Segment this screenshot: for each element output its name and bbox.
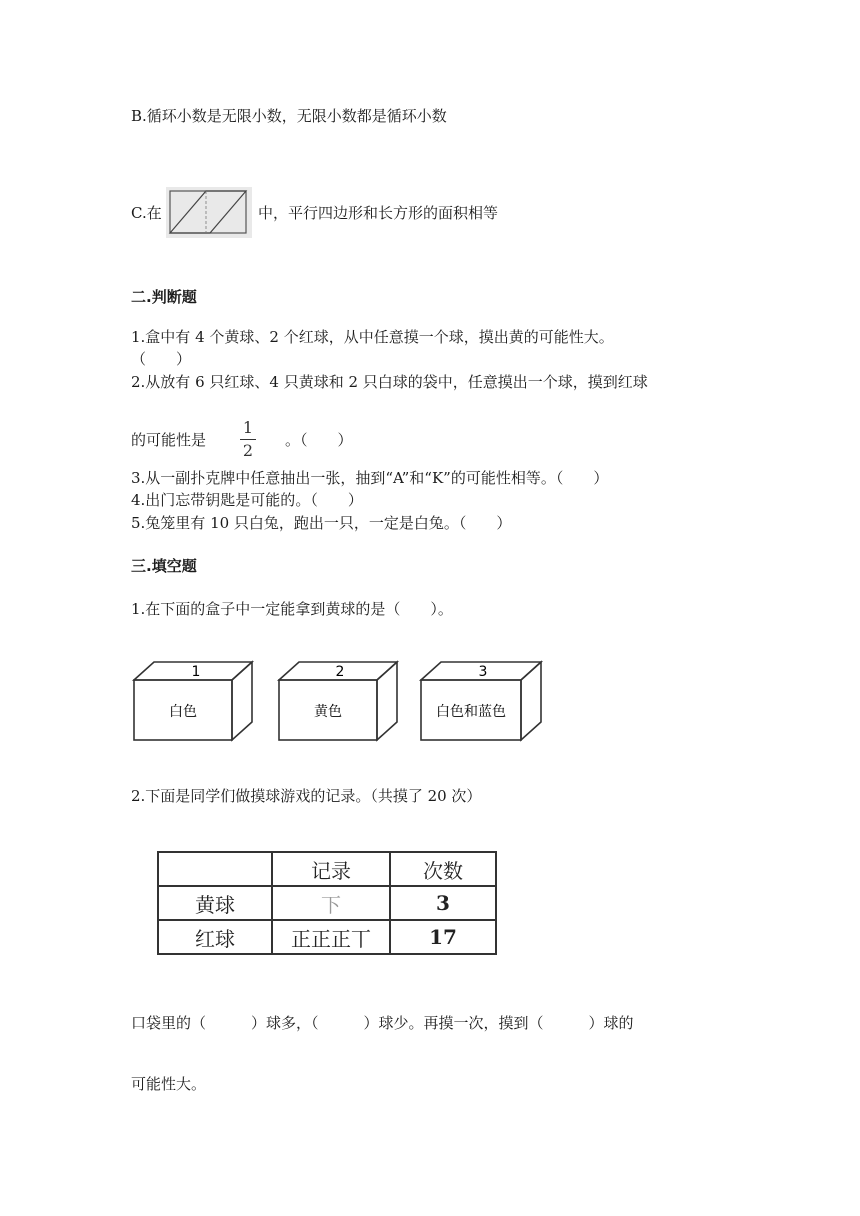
table-row (158, 920, 496, 954)
section-title-judge: 二.判断题 (131, 288, 197, 306)
fraction-numerator: 1 (242, 418, 254, 437)
parallelogram-rectangle-figure (166, 187, 252, 238)
table-cell-record: 正正正丅 (272, 920, 390, 954)
section-title-fill: 三.填空题 (131, 557, 197, 575)
judge-question-2-prefix: 的可能性是 (131, 431, 207, 449)
fill-question-2-answer-line1: 口袋里的（ ）球多，（ ）球少。再摸一次，摸到（ ）球的 (131, 1014, 634, 1032)
table-row (158, 886, 496, 920)
fraction-one-half (238, 419, 258, 460)
table-header-cell (158, 852, 272, 886)
judge-question-1-paren: （ ） (131, 350, 192, 368)
box-1-label: 白色 (169, 704, 197, 720)
choice-option-b: B.循环小数是无限小数，无限小数都是循环小数 (131, 107, 447, 125)
fill-question-1: 1.在下面的盒子中一定能拿到黄球的是（ ）。 (131, 600, 453, 618)
judge-question-2-line1: 2.从放有 6 只红球、4 只黄球和 2 只白球的袋中，任意摸出一个球，摸到红球 (131, 373, 648, 391)
choice-option-c-prefix: C.在 (131, 204, 162, 222)
three-boxes-figure (130, 660, 550, 744)
judge-question-1: 1.盒中有 4 个黄球、2 个红球，从中任意摸一个球，摸出黄的可能性大。 (131, 328, 614, 346)
table-cell-name: 红球 (158, 920, 272, 954)
table-header-cell: 次数 (390, 852, 496, 886)
judge-question-5: 5.兔笼里有 10 只白兔，跑出一只，一定是白兔。（ ） (131, 514, 512, 532)
box-3-label: 白色和蓝色 (436, 704, 506, 720)
fill-question-2-answer-line2: 可能性大。 (131, 1075, 207, 1093)
box-3-number: 3 (478, 664, 488, 680)
table-cell-name: 黄球 (158, 886, 272, 920)
fraction-denominator: 2 (242, 441, 254, 460)
table-cell-record: 下 (272, 886, 390, 920)
judge-question-4: 4.出门忘带钥匙是可能的。（ ） (131, 491, 363, 509)
judge-question-2-suffix: 。（ ） (285, 431, 353, 449)
box-2-number: 2 (335, 664, 345, 680)
box-1-number: 1 (191, 664, 201, 680)
judge-question-3: 3.从一副扑克牌中任意抽出一张，抽到“A”和“K”的可能性相等。（ ） (131, 469, 609, 487)
table-header-row (158, 852, 496, 886)
box-2-label: 黄色 (314, 704, 342, 720)
table-cell-count: 3 (390, 886, 496, 920)
fill-question-2: 2.下面是同学们做摸球游戏的记录。（共摸了 20 次） (131, 787, 482, 805)
table-header-cell: 记录 (272, 852, 390, 886)
table-cell-count: 17 (390, 920, 496, 954)
choice-option-c-suffix: 中，平行四边形和长方形的面积相等 (258, 204, 499, 222)
ball-record-table (157, 851, 497, 955)
